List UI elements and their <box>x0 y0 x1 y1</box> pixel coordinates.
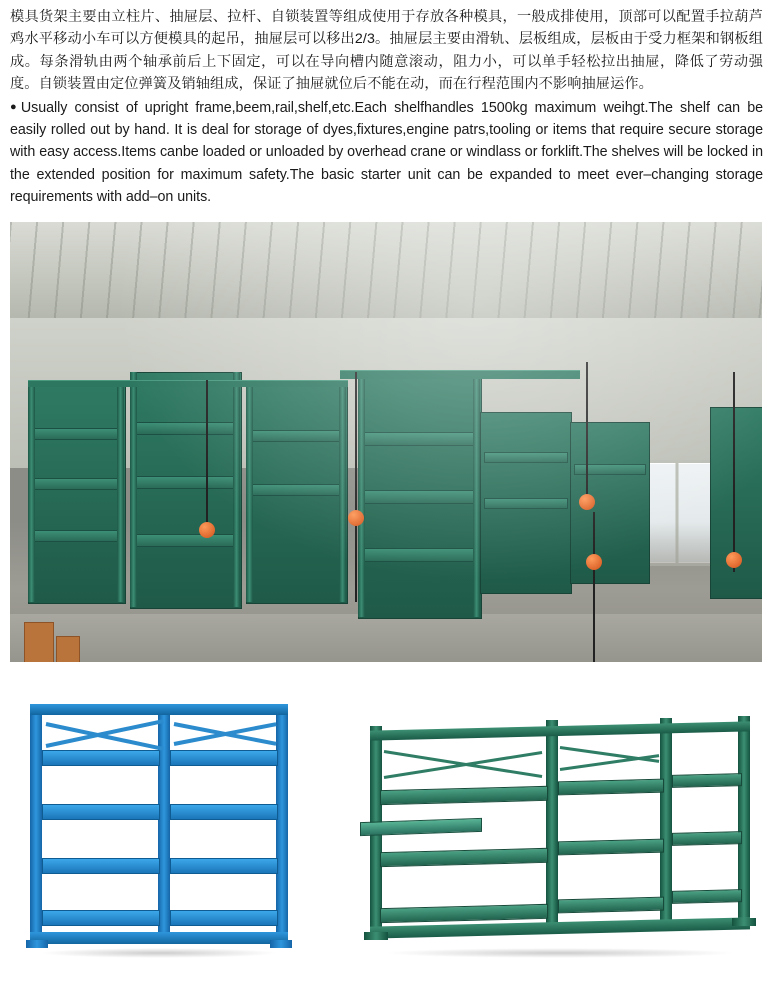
warehouse-photo-scene <box>10 222 762 662</box>
green-foot-right <box>732 918 756 926</box>
green-shelf-8 <box>672 831 742 846</box>
rack-right-1-shelf-1 <box>574 464 646 475</box>
rack-center-2-shelf-1 <box>484 452 568 463</box>
green-rack-shadow <box>384 948 736 958</box>
paragraph-chinese-text: 模具货架主要由立柱片、抽屉层、拉杆、自锁装置等组成使用于存放各种模具，一般成排使用，顶部可以配置手拉葫芦鸡水平移动小车可以方便模具的起吊，抽屉层可以移出2/3。抽屉层主要由滑轨、层板组成，层板由于受力框架和钢板组成。每条滑轨由两个轴承前后上下固定，可以在导向槽内随意滚动，阻力小，可以单手轻松拉出抽屉，降低了劳动强度。自锁装置由定位弹簧及销轴组成，保证了抽屉就位后不能在动，而在行程范围内不影响抽屉运作。 <box>10 9 763 93</box>
green-shelf-5 <box>558 839 664 856</box>
blue-shelf-7 <box>170 858 278 874</box>
gantry-beam-2 <box>28 380 348 387</box>
hoist-chain-2 <box>355 372 357 602</box>
blue-bottom-beam <box>30 932 288 944</box>
green-shelf-3 <box>380 904 548 923</box>
blue-top-beam <box>30 704 288 715</box>
floor-near <box>10 614 762 662</box>
green-pulled-drawer <box>360 818 482 836</box>
paragraph-chinese <box>10 6 763 96</box>
rack-center-1-shelf-3 <box>362 548 478 562</box>
blue-shelf-8 <box>170 910 278 926</box>
rack-center-1-post-a <box>358 372 365 617</box>
product-blue-rack <box>24 696 294 952</box>
green-shelf-6 <box>558 897 664 914</box>
green-brace-4 <box>560 754 659 771</box>
bullet-icon: ● <box>10 100 20 113</box>
green-shelf-4 <box>558 779 664 796</box>
rack-left-1 <box>28 382 126 604</box>
blue-shelf-5 <box>170 750 278 766</box>
hoist-chain-1 <box>206 380 208 530</box>
rack-right-2 <box>710 407 762 599</box>
hoist-chain-3 <box>586 362 588 502</box>
rack-left-1-shelf-1 <box>32 428 122 440</box>
rack-center-1-shelf-2 <box>362 490 478 504</box>
rack-center-1-shelf-1 <box>362 432 478 446</box>
rack-left-3-shelf-2 <box>250 484 344 496</box>
rack-left-2-shelf-3 <box>134 534 238 547</box>
rack-left-1-shelf-2 <box>32 478 122 490</box>
rack-center-2-shelf-2 <box>484 498 568 509</box>
green-shelf-2 <box>380 848 548 867</box>
green-shelf-1 <box>380 786 548 805</box>
rack-left-2-shelf-1 <box>134 422 238 435</box>
green-post-mid-1 <box>546 720 558 934</box>
rack-center-1-post-b <box>473 372 480 617</box>
paragraph-english-text: Usually consist of upright frame,beem,rail,shelf,etc.Each shelfhandles 1500kg maximum weihgt.The shelf can be easily rolled out by hand. It is deal for storage of dyes,fixtures,engine patrs,tooling or items that require secure storage with easy access.Items canbe loaded or unloaded by overhead crane or windlass or forklift.The shelves will be locked in the extended position for maximum safety.The basic starter unit can be expanded to meet ever–changing storage requirements with add–on units. <box>10 99 763 205</box>
green-shelf-9 <box>672 889 742 904</box>
rack-left-1-shelf-3 <box>32 530 122 542</box>
blue-shelf-6 <box>170 804 278 820</box>
blue-rack-shadow <box>40 948 278 958</box>
blue-shelf-3 <box>42 858 160 874</box>
green-top-beam <box>370 722 750 741</box>
blue-shelf-1 <box>42 750 160 766</box>
blue-post-right <box>276 704 288 944</box>
gantry-beam-1 <box>340 370 580 379</box>
rack-left-2-post-a <box>130 372 137 607</box>
rack-left-3-post-b <box>339 382 346 602</box>
rack-left-2 <box>130 372 242 609</box>
description-text-block <box>10 6 763 208</box>
rack-left-1-post-b <box>117 382 124 602</box>
blue-shelf-2 <box>42 804 160 820</box>
blue-foot-left <box>26 940 48 948</box>
rack-left-2-post-b <box>233 372 240 607</box>
rack-left-3-post-a <box>246 382 253 602</box>
warehouse-photo <box>10 222 762 662</box>
crate-2 <box>56 636 80 662</box>
product-green-rack <box>360 716 760 952</box>
rack-left-3-shelf-1 <box>250 430 344 442</box>
ceiling <box>10 222 762 330</box>
crate-1 <box>24 622 54 662</box>
hoist-chain-5 <box>593 512 595 662</box>
green-foot-left <box>364 932 388 940</box>
blue-post-mid <box>158 704 170 944</box>
blue-post-left <box>30 704 42 944</box>
rack-left-2-shelf-2 <box>134 476 238 489</box>
paragraph-english <box>10 97 763 208</box>
hoist-chain-4 <box>733 372 735 572</box>
blue-shelf-4 <box>42 910 160 926</box>
rack-left-1-post-a <box>28 382 35 602</box>
green-shelf-7 <box>672 773 742 788</box>
product-images-row <box>10 674 763 952</box>
blue-foot-right <box>270 940 292 948</box>
